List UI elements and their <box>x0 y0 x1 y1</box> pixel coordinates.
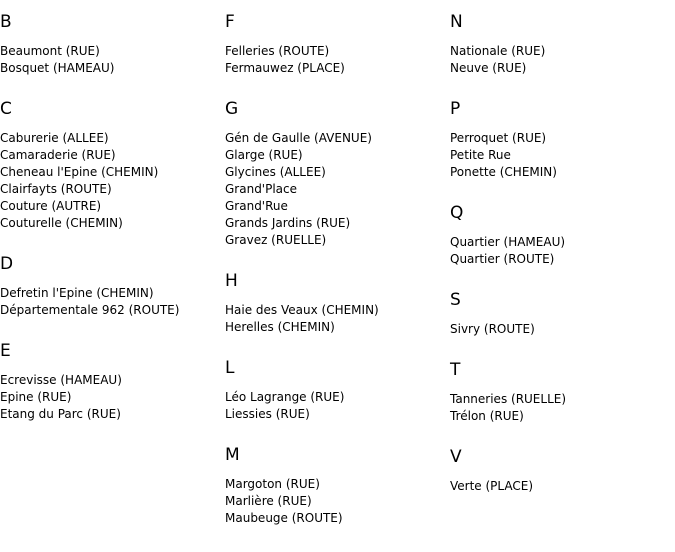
street-entry: Tanneries (RUELLE) <box>450 392 567 406</box>
street-entry: Caburerie (ALLEE) <box>0 131 109 145</box>
letter-heading: Q <box>450 203 464 223</box>
letter-heading: L <box>225 358 235 378</box>
index-column <box>225 0 447 527</box>
street-entry: Quartier (HAMEAU) <box>450 235 566 249</box>
street-entry: Margoton (RUE) <box>225 477 320 491</box>
letter-section <box>450 290 672 338</box>
street-entry: Defretin l'Epine (CHEMIN) <box>0 286 154 300</box>
street-entry: Epine (RUE) <box>0 390 72 404</box>
letter-section <box>450 203 672 268</box>
letter-section <box>0 254 222 319</box>
letter-section <box>225 445 447 527</box>
letter-section <box>225 12 447 77</box>
letter-heading: T <box>450 360 461 380</box>
street-entry: Perroquet (RUE) <box>450 131 547 145</box>
street-entry: Fermauwez (PLACE) <box>225 61 345 75</box>
letter-heading: N <box>450 12 463 32</box>
street-entry: Petite Rue <box>450 148 511 162</box>
letter-section <box>225 271 447 336</box>
letter-heading: S <box>450 290 461 310</box>
street-entry: Verte (PLACE) <box>450 479 534 493</box>
letter-section <box>0 12 222 77</box>
letter-section <box>450 99 672 181</box>
letter-section <box>450 360 672 425</box>
letter-heading: V <box>450 447 462 467</box>
letter-section <box>450 12 672 77</box>
street-entry: Beaumont (RUE) <box>0 44 100 58</box>
letter-heading: G <box>225 99 239 119</box>
letter-section <box>0 341 222 423</box>
street-entry: Couturelle (CHEMIN) <box>0 216 123 230</box>
street-entry: Gravez (RUELLE) <box>225 233 327 247</box>
letter-heading: E <box>0 341 11 361</box>
street-entry: Glycines (ALLEE) <box>225 165 326 179</box>
street-entry: Grand'Place <box>225 182 298 196</box>
street-entry: Ponette (CHEMIN) <box>450 165 557 179</box>
street-entry: Trélon (RUE) <box>450 409 524 423</box>
street-entry: Liessies (RUE) <box>225 407 310 421</box>
street-entry: Neuve (RUE) <box>450 61 527 75</box>
letter-section <box>450 447 672 495</box>
street-entry: Clairfayts (ROUTE) <box>0 182 112 196</box>
letter-heading: C <box>0 99 12 119</box>
street-entry: Etang du Parc (RUE) <box>0 407 121 421</box>
street-entry: Haie des Veaux (CHEMIN) <box>225 303 379 317</box>
letter-section <box>225 99 447 249</box>
letter-heading: M <box>225 445 240 465</box>
street-entry: Nationale (RUE) <box>450 44 546 58</box>
street-entry: Léo Lagrange (RUE) <box>225 390 345 404</box>
street-entry: Départementale 962 (ROUTE) <box>0 303 180 317</box>
letter-section <box>225 358 447 423</box>
letter-heading: F <box>225 12 235 32</box>
letter-section <box>0 99 222 232</box>
street-entry: Gén de Gaulle (AVENUE) <box>225 131 372 145</box>
street-entry: Marlière (RUE) <box>225 494 312 508</box>
street-entry: Felleries (ROUTE) <box>225 44 330 58</box>
street-entry: Sivry (ROUTE) <box>450 322 535 336</box>
street-entry: Grand'Rue <box>225 199 288 213</box>
letter-heading: P <box>450 99 461 119</box>
street-entry: Camaraderie (RUE) <box>0 148 116 162</box>
street-entry: Maubeuge (ROUTE) <box>225 511 343 525</box>
street-entry: Glarge (RUE) <box>225 148 303 162</box>
street-entry: Cheneau l'Epine (CHEMIN) <box>0 165 159 179</box>
letter-heading: D <box>0 254 14 274</box>
street-entry: Ecrevisse (HAMEAU) <box>0 373 122 387</box>
index-column <box>450 0 672 495</box>
street-entry: Grands Jardins (RUE) <box>225 216 351 230</box>
letter-heading: H <box>225 271 238 291</box>
letter-heading: B <box>0 12 12 32</box>
index-column <box>0 0 222 423</box>
street-entry: Bosquet (HAMEAU) <box>0 61 115 75</box>
street-entry: Quartier (ROUTE) <box>450 252 555 266</box>
street-entry: Couture (AUTRE) <box>0 199 102 213</box>
street-entry: Herelles (CHEMIN) <box>225 320 335 334</box>
